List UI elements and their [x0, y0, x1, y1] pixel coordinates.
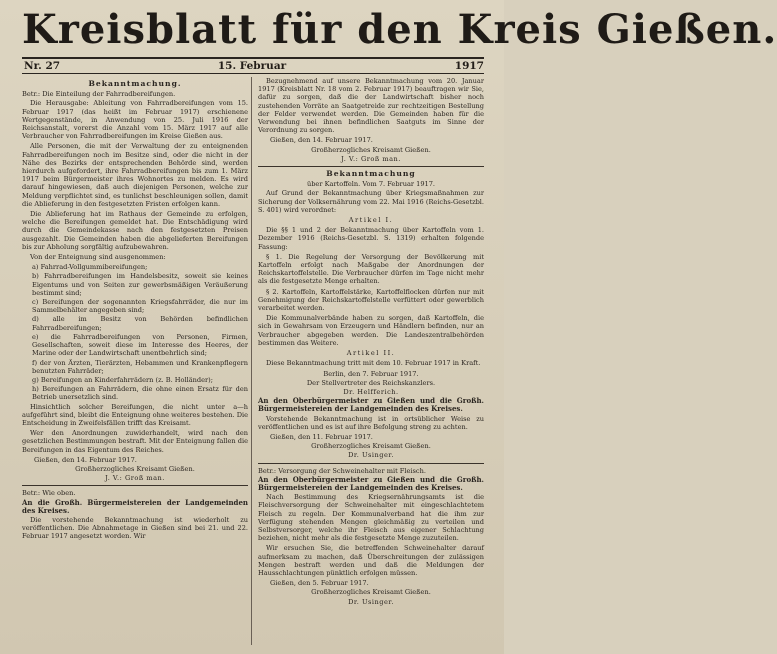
right-signature-line: über Kartoffeln. Vom 7. Februar 1917. — [306, 180, 436, 189]
left-subject-line: Betr.: Wie oben. — [22, 489, 76, 498]
left-list-item: h) Bereifungen an Fahrrädern, die ohne einen Ersatz für den Betrieb unersetzlich sind. — [32, 385, 248, 402]
right-paragraph: Wir ersuchen Sie, die betreffenden Schweinehalter darauf aufmerksam zu machen, daß Überschreitungen der zulässigen Mengen bestraft werden und daß die Meldungen der Hausschlachtungen pünktlich erfolgen müssen. — [258, 544, 484, 577]
left-paragraph: Die vorstehende Bekanntmachung ist wiederholt zu veröffentlichen. Die Abnahmetage in Gießen sind bei 21. und 22. Februar 1917 angesetzt worden. Wir — [22, 515, 248, 541]
left-list-item: c) Bereifungen der sogenannten Kriegsfahrräder, die nur im Sammelbehälter angegeben sind; — [32, 298, 248, 315]
right-article-heading: Artikel I. — [348, 216, 394, 225]
left-paragraph: Die Herausgabe: Ableitung von Fahrradbereifungen vom 15. Februar 1917 (das heißt im Februar 1917) erschienene Wertgegenstände, in Anwendung von 25. Juli 1916 der Reichsanstalt, vorerst die Anzahl vom 15. März 1917 auf alle Verbraucher von Fahrradbereifungen im Kreise Gießen aus. — [22, 99, 248, 141]
right-paragraph: Nach Bestimmung des Kriegsernährungsamts ist die Fleischversorgung der Schweinehalter mit eingeschlachtetem Fleisch zu regeln. Der Kommunalverband hat die ihm zur Verfügung stehenden Mengen gleichmäßig zu verteilen und Selbstversorger, welche ihr Fleisch aus eigener Schlachtung beziehen, nicht mehr als die festgesetzte Menge zuzuteilen. — [258, 493, 484, 543]
right-signature-line: Großherzogliches Kreisamt Gießen. — [311, 442, 431, 451]
left-paragraph: Alle Personen, die mit der Verwaltung der zu enteignenden Fahrradbereifungen noch im Besitze sind, oder die nicht in der Nähe des Bezirks der entsprechenden Behörde sind, werden hierdurch aufgefordert, ihre Fahrradbereifungen bis zum 1. März 1917 beim Bürgermeister ihres Wohnortes zu melden. Es wird darauf hingewiesen, daß auch diejenigen Personen, welche zur Meldung verpflichtet sind, es tunlichst beschleunigen sollen, damit die Ablieferung in den festgesetzten Fristen erfolgen kann. — [22, 142, 248, 208]
masthead-title: Kreisblatt für den Kreis Gießen. — [22, 6, 777, 53]
right-dateline: Gießen, den 11. Februar 1917. — [270, 432, 373, 441]
left-list-item: d) alle im Besitz von Behörden befindlichen Fahrradbereifungen; — [32, 315, 248, 332]
left-paragraph: Die Ablieferung hat im Rathaus der Gemeinde zu erfolgen, welche die Bereifungen gemeldet hat. Die Entschädigung wird durch die Gemeindekasse nach den festgesetzten Preisen ausgezahlt. Die Gemeinden haben die abgelieferten Bereifungen bis zur Abholung sorgfältig aufzubewahren. — [22, 210, 248, 251]
right-signature-line: Großherzogliches Kreisamt Gießen. — [311, 588, 431, 597]
left-paragraph: Von der Enteignung sind ausgenommen: — [30, 253, 166, 262]
right-article-heading: Artikel II. — [346, 349, 396, 358]
right-signature-name: Dr. Usinger. — [348, 597, 394, 606]
right-paragraph: Die Kommunalverbände haben zu sorgen, daß Kartoffeln, die sich in Gewahrsam von Erzeugern und Händlern befinden, nur an Verbraucher abgegeben werden. Die Landeszentralbehörden bestimmen das Weitere. — [258, 314, 484, 347]
left-paragraph: Hinsichtlich solcher Bereifungen, die nicht unter a—h aufgeführt sind, bleibt die Enteignung ohne weiteres bestehen. Die Entscheidung in Zweifelsfällen trifft das Kreisamt. — [22, 402, 248, 427]
right-signature-line: Berlin, den 7. Februar 1917. — [323, 369, 419, 378]
issue-date: 15. Februar — [217, 60, 287, 72]
left-dateline: Gießen, den 14. Februar 1917. — [34, 455, 137, 464]
right-signature-line: Großherzogliches Kreisamt Gießen. — [311, 145, 431, 154]
right-addressee-line: An den Oberbürgermeister zu Gießen und die Großh. Bürgermeistereien der Landgemeinden des Kreises. — [258, 474, 484, 492]
right-paragraph: § 2. Kartoffeln, Kartoffelstärke, Kartoffelflocken dürfen nur mit Genehmigung der Reichskartoffelstelle verfüttert oder gewerblich verarbeitet werden. — [258, 287, 484, 313]
left-list-item: a) Fahrrad-Vollgummibereifungen; — [32, 263, 148, 272]
left-list-item: f) der von Ärzten, Tierärzten, Hebammen und Krankenpflegern benutzten Fahrräder; — [32, 358, 248, 375]
left-paragraph: Wer den Anordnungen zuwiderhandelt, wird nach den gesetzlichen Bestimmungen bestraft. Mit der Enteignung fallen die Bereifungen in das Eigentum des Reiches. — [22, 429, 248, 454]
masthead-rule-bottom — [22, 73, 484, 74]
left-addressee-line: An die Großh. Bürgermeistereien der Landgemeinden des Kreises. — [22, 497, 248, 515]
right-paragraph: Vorstehende Bekanntmachung ist in ortsüblicher Weise zu veröffentlichen und es ist auf ihre Befolgung streng zu achten. — [258, 414, 484, 431]
right-subject-line: Betr.: Versorgung der Schweinehalter mit Fleisch. — [258, 466, 426, 475]
left-signature-line: Großherzogliches Kreisamt Gießen. — [75, 464, 195, 473]
issue-number: Nr. 27 — [24, 60, 61, 72]
right-paragraph: § 1. Die Regelung der Versorgung der Bevölkerung mit Kartoffeln erfolgt nach Maßgabe der Anordnungen der Reichskartoffelstelle. Die Verbraucher dürfen im Tage nicht mehr als die festgesetzte Menge erhalten. — [258, 252, 484, 286]
left-column — [22, 77, 248, 647]
right-dateline: Gießen, den 5. Februar 1917. — [270, 579, 369, 588]
right-paragraph: Bezugnehmend auf unsere Bekanntmachung vom 20. Januar 1917 (Kreisblatt Nr. 18 vom 2. Februar 1917) beauftragen wir Sie, dafür zu sorgen, daß die der Landwirtschaft bisher noch zustehenden Vorräte an Saatgetreide zur rechtzeitigen Bestellung der Felder verwendet werden. Die Gemeinden haben für die Verwendung bei ihnen befindlichen Saatguts im Sinne der Verordnung zu sorgen. — [258, 77, 484, 135]
left-list-item: b) Fahrradbereifungen im Handelsbesitz, soweit sie keines Eigentums und von Seiten zur gewerbsmäßigen Veräußerung bestimmt sind; — [32, 272, 248, 297]
column-divider — [251, 77, 252, 645]
right-paragraph: Diese Bekanntmachung tritt mit dem 10. Februar 1917 in Kraft. — [266, 359, 481, 368]
left-list-item: g) Bereifungen an Kinderfahrrädern (z. B. Holländer); — [32, 375, 213, 384]
right-signature-name: J. V.: Groß man. — [341, 154, 401, 163]
right-addressee-line: An den Oberbürgermeister zu Gießen und die Großh. Bürgermeistereien der Landgemeinden des Kreises. — [258, 396, 484, 414]
right-paragraph: Auf Grund der Bekanntmachung über Kriegsmaßnahmen zur Sicherung der Volksernährung vom 22. Mai 1916 (Reichs-Gesetzbl. S. 401) wird verordnet: — [258, 189, 484, 214]
right-section-rule — [258, 463, 484, 464]
left-notice-heading: Bekanntmachung. — [88, 79, 182, 88]
right-paragraph: Die §§ 1 und 2 der Bekanntmachung über Kartoffeln vom 1. Dezember 1916 (Reichs-Gesetzbl. S. 1319) erhalten folgende Fassung: — [258, 226, 484, 251]
right-signature-line: Der Stellvertreter des Reichskanzlers. — [306, 378, 436, 387]
right-column — [258, 77, 484, 647]
right-notice-heading: Bekanntmachung — [326, 169, 416, 179]
left-subject-line: Betr.: Die Einteilung der Fahrradbereifungen. — [22, 90, 176, 99]
right-dateline: Gießen, den 14. Februar 1917. — [270, 136, 373, 145]
left-list-item: e) die Fahrradbereifungen von Personen, Firmen, Gesellschaften, soweit diese im Interesse des Heeres, der Marine oder der Landwirtschaft unentbehrlich sind; — [32, 332, 248, 358]
right-signature-name: Dr. Usinger. — [348, 451, 394, 460]
right-signature-name: Dr. Helfferich. — [343, 387, 399, 396]
left-section-rule — [22, 485, 248, 486]
left-signature-name: J. V.: Groß man. — [105, 474, 165, 483]
issue-year: 1917 — [454, 60, 484, 72]
right-section-rule — [258, 166, 484, 167]
